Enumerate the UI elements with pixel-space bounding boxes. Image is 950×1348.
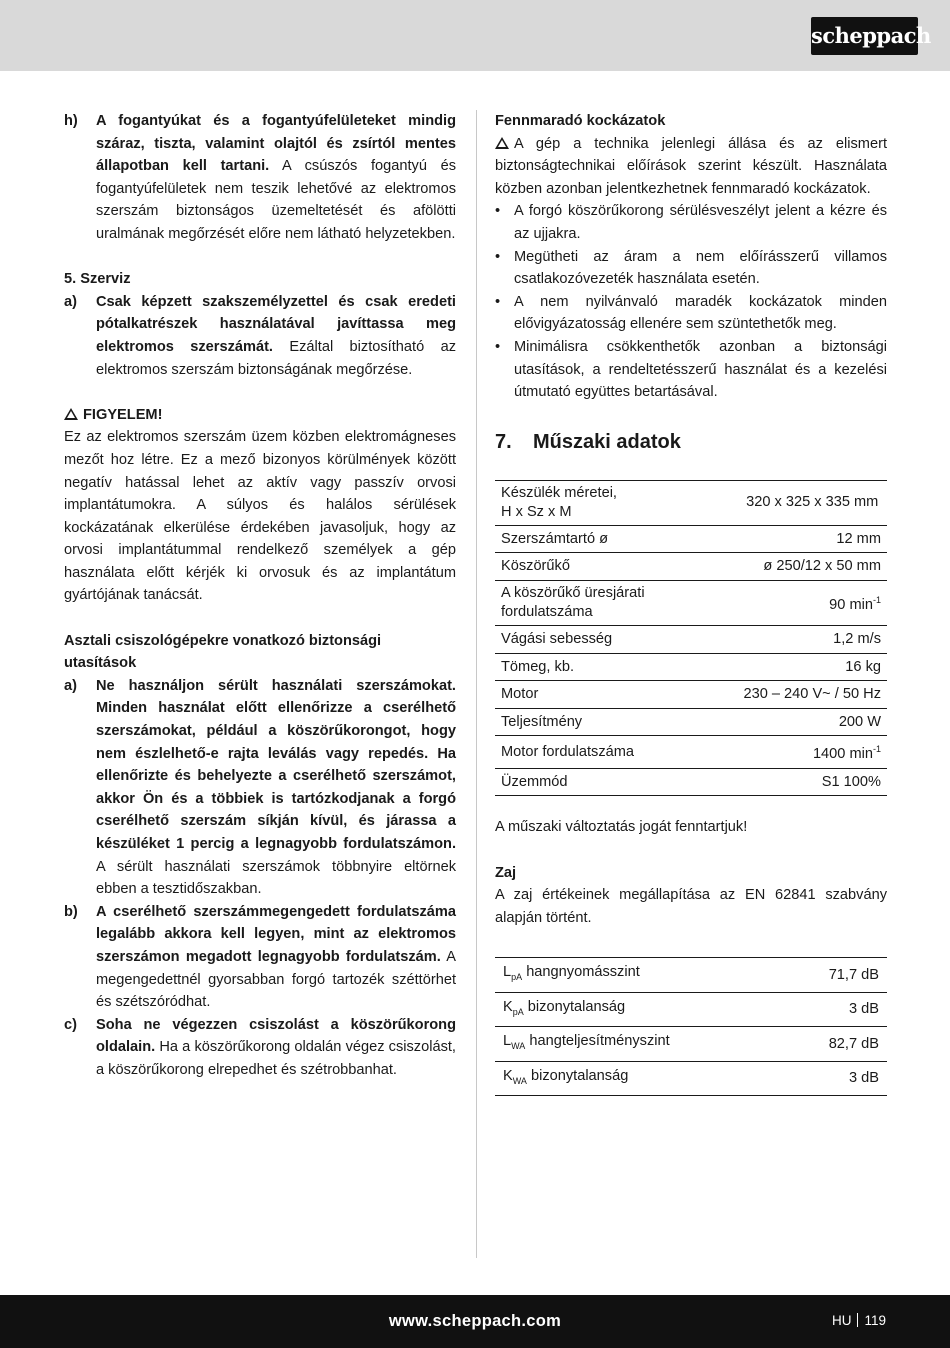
spec-table: [495, 480, 887, 797]
bullet-text: A forgó köszörűkorong sérülésveszélyt jelent a kézre és az ujjakra.: [514, 203, 887, 242]
noise-subscript: pA: [511, 972, 523, 983]
table-row: [495, 653, 887, 681]
spec-label: Üzemmód: [495, 768, 737, 796]
item-plain-text: A csúszós fogantyú és fogantyúfelületek nem teszik lehetővé az elektromos szerszám biztonságos üzemeltetését és afölötti uralmának megőrzését előre nem látható helyzetekben.: [96, 158, 456, 242]
item-text: [96, 291, 456, 381]
table-row: [495, 992, 887, 1027]
spec-value-unit-exponent: -1: [872, 744, 881, 755]
noise-value: 82,7 dB: [783, 1027, 887, 1062]
noise-value: 71,7 dB: [783, 958, 887, 993]
attention-label: FIGYELEM!: [83, 406, 163, 423]
attention-paragraph: Ez az elektromos szerszám üzem közben elektromágneses mezőt hoz létre. Ez a mező bizonyos körülmények között negatív hatással lehet az aktív vagy passzív orvosi implantátumokra. A súlyos és halálos sérülések kockázatának elkerülése érdekében javasoljuk, hogy az orvosi implantátummal rendelkező személyek a gép használata előtt kérjék ki orvosuk és az implantátum gyártójának tanácsát.: [64, 429, 456, 604]
item-bold-text: Soha ne végezzen csiszolást a köszörűkorong oldalain.: [96, 1016, 456, 1056]
item-marker: h): [64, 113, 78, 129]
spec-label: Vágási sebesség: [495, 625, 737, 653]
table-row: [495, 1027, 887, 1062]
bullet-item: [495, 291, 887, 336]
bullet-item: [495, 200, 887, 245]
noise-subscript: pA: [512, 1006, 524, 1017]
footer-bar: [0, 1295, 950, 1348]
noise-label-text: hangteljesítményszint: [525, 1033, 670, 1050]
bullet-item: [495, 336, 887, 404]
table-row: [495, 580, 887, 625]
scheppach-logo: scheppach: [811, 17, 918, 55]
noise-table: [495, 957, 887, 1096]
item-marker: a): [64, 293, 77, 310]
page-indicator: [832, 1311, 886, 1331]
table-row: [495, 625, 887, 653]
bullet-dot: •: [495, 203, 501, 220]
noise-heading: Zaj: [495, 864, 517, 881]
item-text: [96, 675, 456, 901]
item-marker: c): [64, 1016, 77, 1033]
section-number: 7.: [495, 430, 512, 453]
noise-label-text: bizonytalanság: [526, 1067, 629, 1084]
noise-value: 3 dB: [783, 992, 887, 1027]
table-safety-heading: Asztali csiszológépekre vonatkozó biztonsági utasítások: [64, 632, 382, 672]
spec-value: [737, 580, 887, 625]
page-separator: [857, 1313, 858, 1327]
item-plain-text: A sérült használati szerszámok többnyire eltörnek ebben a tesztidőszakban.: [96, 858, 456, 898]
noise-subscript: WA: [512, 1075, 527, 1086]
section-title-text: Műszaki adatok: [533, 430, 681, 453]
spec-value: 16 kg: [737, 653, 887, 681]
noise-label-text: hangnyomásszint: [522, 964, 640, 981]
risk-heading: Fennmaradó kockázatok: [495, 113, 666, 129]
noise-label: [495, 1061, 783, 1096]
bullet-text: A nem nyilvánvaló maradék kockázatok minden elővigyázatosság ellenére sem szüntethetők meg.: [514, 293, 887, 333]
bullet-dot: •: [495, 248, 501, 265]
item-marker: a): [64, 677, 77, 694]
language-code: HU: [831, 1313, 852, 1328]
item-text: [96, 1014, 456, 1082]
item-bold-text: Ne használjon sérült használati szerszámokat. Minden használat előtt ellenőrizze a cserélhető szerszámokat, például a köszörűkorongot, hogy nem észlelhető-e rajta leválás vagy repedés. Ha ellenőrizte és behelyezte a cserélhető szerszámot, akkor Ön és a többiek is tartózkodjanak a forgó cserélhető szerszám síkján kívül, és járassa a készüléket 1 percig a legnagyobb fordulatszámon.: [96, 677, 456, 852]
footer-url[interactable]: www.scheppach.com: [388, 1312, 562, 1330]
noise-symbol: L: [503, 964, 512, 981]
table-row: [495, 1061, 887, 1096]
table-row: [495, 958, 887, 993]
item-bold-text: A fogantyúkat és a fogantyúfelületeket mindig száraz, tiszta, valamint olajtól és zsírtól mentes állapotban kell tartani.: [96, 113, 456, 175]
table-row: [495, 768, 887, 796]
spec-value: 230 – 240 V~ / 50 Hz: [737, 681, 887, 709]
spec-value: 320 x 325 x 335 mm: [737, 480, 887, 525]
table-row: [495, 480, 887, 525]
noise-value: 3 dB: [783, 1061, 887, 1096]
spec-value: S1 100%: [737, 768, 887, 796]
attention-heading: [64, 404, 456, 427]
list-item: [64, 1014, 456, 1082]
list-item-h: [64, 110, 456, 246]
service-heading: 5. Szerviz: [64, 271, 131, 288]
noise-label: [495, 958, 783, 993]
noise-label-text: bizonytalanság: [523, 998, 626, 1015]
noise-symbol: K: [503, 1067, 513, 1084]
bullet-dot: •: [495, 293, 501, 310]
table-row: [495, 681, 887, 709]
spec-label: Köszörűkő: [495, 553, 737, 581]
spec-value: 200 W: [737, 708, 887, 736]
noise-subscript: WA: [511, 1041, 526, 1052]
spec-label: Motor fordulatszáma: [495, 736, 737, 768]
bullet-text: Minimálisra csökkenthetők azonban a biztonsági utasítások, a rendeltetésszerű használat és a kezelési útmutató együttes betartásával.: [514, 338, 887, 401]
item-bold-text: A cserélhető szerszámmegengedett fordulatszáma legalább akkora kell legyen, mint az elektromos szerszámon megadott legnagyobb fordulatszám.: [96, 903, 456, 965]
noise-intro: A zaj értékeinek megállapítása az EN 62841 szabvány alapján történt.: [495, 887, 887, 926]
spec-label: Szerszámtartó ø: [495, 525, 737, 553]
safety-list: [64, 675, 456, 1082]
spec-label: Motor: [495, 681, 737, 709]
table-row: [495, 736, 887, 768]
spec-value: 12 mm: [737, 525, 887, 553]
item-text: [96, 110, 456, 246]
item-marker: b): [64, 903, 78, 920]
spec-label: Teljesítmény: [495, 708, 737, 736]
bullet-dot: •: [495, 338, 501, 355]
warning-icon: [64, 408, 78, 420]
spec-value: 1,2 m/s: [737, 625, 887, 653]
noise-symbol: K: [503, 998, 513, 1015]
spec-value-text: 1400 min: [812, 746, 873, 763]
section-title: [495, 428, 887, 456]
table-row: [495, 708, 887, 736]
column-divider: [476, 110, 477, 1258]
spec-value: [737, 736, 887, 768]
table-row: [495, 525, 887, 553]
list-item: [64, 901, 456, 1014]
item-plain-text: Ha a köszörűkorong oldalán végez csiszolást, a köszörűkorong elrepedhet és szétrobbanhat.: [96, 1039, 456, 1078]
risk-bullet-list: [495, 200, 887, 403]
warning-icon: [495, 137, 509, 149]
spec-value-unit-exponent: -1: [872, 595, 881, 606]
left-column: [64, 110, 456, 1082]
list-item-a: [64, 291, 456, 381]
right-column: [495, 110, 887, 1096]
spec-label: Tömeg, kb.: [495, 653, 737, 681]
header-bar: [0, 0, 950, 71]
page-number: 119: [864, 1313, 886, 1328]
noise-symbol: L: [503, 1033, 512, 1050]
noise-label: [495, 992, 783, 1027]
item-plain-text: Ezáltal biztosítható az elektromos szerszám biztonságának megőrzése.: [96, 338, 456, 378]
item-plain-text: A megengedettnél gyorsabban forgó tartozék széttörhet és szétszóródhat.: [96, 948, 456, 1011]
bullet-text: Megütheti az áram a nem előírásszerű villamos csatlakozóvezeték használata esetén.: [514, 248, 887, 288]
risk-intro-text: A gép a technika jelenlegi állása és az elismert biztonságtechnikai előírások szerint készült. Használata közben azonban jelentkezhetnek fennmaradó kockázatok.: [495, 135, 887, 197]
bullet-item: [495, 246, 887, 291]
item-bold-text: Csak képzett szakszemélyzettel és csak eredeti pótalkatrészek használatával javíttassa meg elektromos szerszámát.: [96, 293, 456, 355]
item-text: [96, 901, 456, 1014]
list-item: [64, 675, 456, 901]
spec-value-text: 90 min: [829, 597, 873, 614]
spec-label: A köszörűkő üresjárati fordulatszáma: [495, 580, 737, 625]
change-note: A műszaki változtatás jogát fenntartjuk!: [495, 819, 748, 836]
spec-label: Készülék méretei, H x Sz x M: [495, 480, 737, 525]
noise-label: [495, 1027, 783, 1062]
table-row: [495, 553, 887, 581]
spec-value: ø 250/12 x 50 mm: [737, 553, 887, 581]
risk-intro: [495, 133, 887, 201]
